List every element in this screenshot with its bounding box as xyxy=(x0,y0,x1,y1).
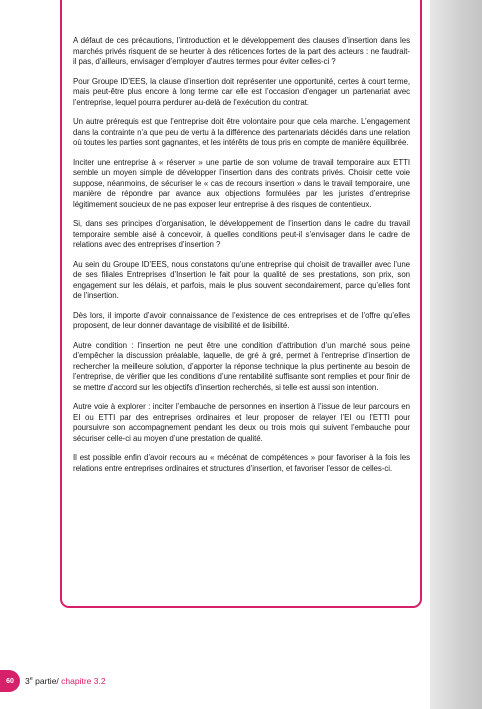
running-footer xyxy=(25,676,106,686)
paragraph: Un autre prérequis est que l’entreprise doit être volontaire pour que cela marche. L’engagement dans la contrainte n’a que peu de vertu à la différence des partenariats décidés dans une relation où toutes les parties sont gagnantes, et les intérêts de tous pris en compte de manière équilibrée. xyxy=(73,117,410,147)
text-frame xyxy=(60,0,422,608)
paragraph: Autre condition : l’insertion ne peut être une condition d’attribution d’un marché sous peine d’empêcher la discussion préalable, laquelle, de gré à gré, permet à l’entreprise d’insertion de rechercher la meilleure solution, d’apporter la réponse technique la plus pertinente au besoin de l’entreprise, de vérifier que les conditions d’une rentabilité suffisante sont remplies et pour finir de se mettre d’accord sur les objectifs d’insertion recherchés, si telle est aussi son intention. xyxy=(73,340,410,392)
part-label: partie/ xyxy=(32,676,62,686)
paragraph: Il est possible enfin d’avoir recours au « mécénat de compétences » pour favoriser à la fois les relations entre entreprises ordinaires et structures d’insertion, et favoriser l’essor de celles-ci. xyxy=(73,453,410,473)
chapter-label: chapitre 3.2 xyxy=(61,676,106,686)
page-edge-shadow xyxy=(430,0,482,709)
paragraph: Dès lors, il importe d’avoir connaissance de l’existence de ces entreprises et de l’offre qu’elles proposent, de leur donner davantage de visibilité et de lisibilité. xyxy=(73,310,410,330)
paragraph: Au sein du Groupe ID’EES, nous constatons qu’une entreprise qui choisit de travailler avec l’une de ses filiales Entreprises d’Insertion le fait pour la qualité de ses prestations, son prix, son engagement sur les délais, et parfois, mais le plus souvent secondairement, parce qu’elles font de l’insertion. xyxy=(73,259,410,300)
paragraph: Autre voie à explorer : inciter l’embauche de personnes en insertion à l’issue de leur parcours en EI ou ETTI par des entreprises ordinaires et leur proposer de relayer l’EI ou l’ETTI pour poursuivre son accompagnement pendant les deux ou trois mois qui suivent l’embauche pour sécuriser celle-ci au moyen d’une prestation de qualité. xyxy=(73,402,410,443)
page-footer xyxy=(0,670,200,692)
part-number: 3 xyxy=(25,676,30,686)
part-suffix: e xyxy=(29,676,33,683)
paragraph: Pour Groupe ID’EES, la clause d’insertion doit représenter une opportunité, certes à court terme, mais peut-être plus encore à long terme car elle est l’occasion d’engager un partenariat avec l’entreprise, lequel pourra perdurer au-delà de l’exécution du contrat. xyxy=(73,76,410,107)
paragraph: Si, dans ses principes d’organisation, le développement de l’insertion dans le cadre du travail temporaire semble aisé à concevoir, à quelles conditions peut-il s’envisager dans le cadre de relations avec des entreprises d’insertion ? xyxy=(73,219,410,249)
paragraph: A défaut de ces précautions, l’introduction et le développement des clauses d’insertion dans les marchés privés risquent de se heurter à des réticences fortes de la part des acteurs : ne faudrait-il pas, d’ailleurs, envisager d’employer d’autres termes pour éviter celles-ci ? xyxy=(73,36,410,66)
paragraph: Inciter une entreprise à « réserver » une partie de son volume de travail temporaire aux ETTI semble un moyen simple de développer l’insertion dans des contrats privés. Choisir cette voie suppose, néanmoins, de sécuriser le « cas de recours insertion » dans le travail temporaire, une manière de répondre par avance aux objections formulées par les juristes d’entreprise légitimement soucieux de ne pas exposer leur entreprise à des risques de contentieux. xyxy=(73,157,410,209)
page-number-badge: 60 xyxy=(0,670,20,692)
